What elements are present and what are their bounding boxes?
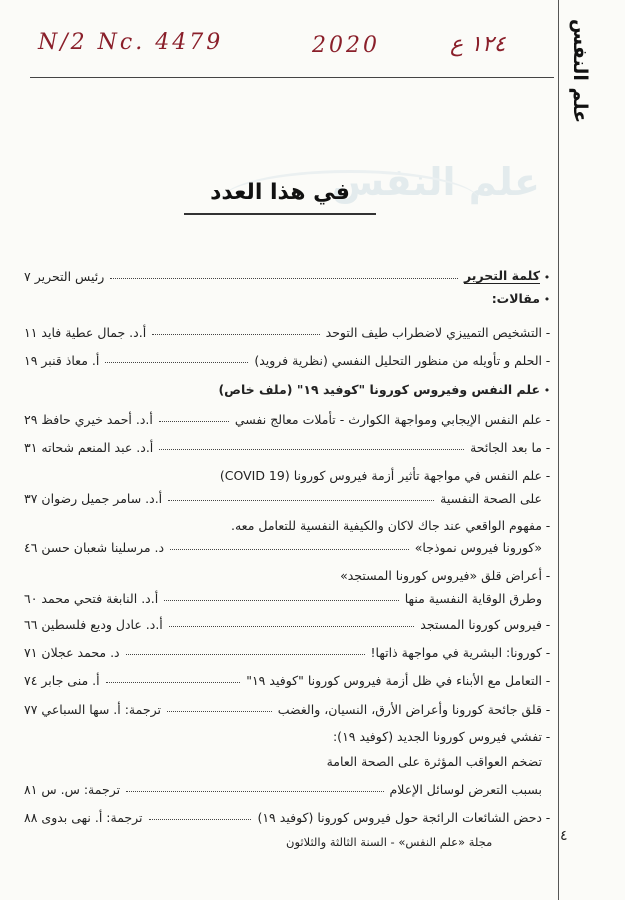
toc-entry (24, 610, 554, 632)
side-strip-title: علم النفس (569, 18, 591, 124)
toc-author-page: أ. منى جابر ٧٤ (24, 673, 100, 688)
toc-author-page: أ.د. عادل وديع فلسطين ٦٦ (24, 617, 163, 632)
toc-article-title: علم النفس في مواجهة تأثير أزمة فيروس كورونا (COVID 19) (219, 468, 542, 483)
toc-section-title: علم النفس وفيروس كورونا "كوفيد ١٩" (ملف خاص) (218, 382, 540, 397)
toc-entry (24, 638, 554, 660)
toc-article-title: مفهوم الواقعي عند جاك لاكان والكيفية النفسية للتعامل معه. (230, 518, 542, 533)
toc-entry (24, 461, 554, 483)
dash-marker: - (545, 353, 551, 368)
dot-leader (110, 278, 458, 279)
toc-article-title: قلق جائحة كورونا وأعراض الأرق، النسيان، والغضب (277, 702, 542, 717)
dash-marker: - (545, 412, 551, 427)
toc-article-title: «كورونا فيروس نموذجا» (414, 540, 542, 555)
side-strip-divider (558, 0, 559, 900)
page-number: ٤ (560, 828, 568, 844)
dot-leader (170, 549, 409, 550)
toc-entry (24, 318, 554, 340)
dash-marker: - (545, 645, 551, 660)
header-rule (30, 77, 554, 78)
dash-marker: - (545, 440, 551, 455)
toc-entry (24, 695, 554, 717)
toc-article-title: على الصحة النفسية (440, 491, 542, 506)
page-title: في هذا العدد (210, 180, 350, 205)
dot-leader (168, 500, 434, 501)
toc-author-page: د. محمد عجلان ٧١ (24, 645, 120, 660)
toc-article-title: دحض الشائعات الرائجة حول فيروس كورونا (كوفيد ١٩) (257, 810, 542, 825)
dash-marker: - (545, 729, 551, 744)
toc-entry (24, 262, 554, 284)
toc-article-title: التعامل مع الأبناء في ظل أزمة فيروس كورونا "كوفيد ١٩" (246, 673, 542, 688)
dash-marker: - (545, 468, 551, 483)
toc-author-page: أ.د. النابغة فتحي محمد ٦٠ (24, 591, 159, 606)
dash-marker: - (545, 568, 551, 583)
title-underline (184, 213, 376, 215)
toc-article-title: بسبب التعرض لوسائل الإعلام (389, 782, 542, 797)
toc-entry (24, 511, 554, 533)
toc-author-page: ترجمة: س. س ٨١ (24, 782, 121, 797)
toc-section-title: مقالات: (491, 291, 540, 306)
toc-author-page: أ.د. عبد المنعم شحاته ٣١ (24, 440, 154, 455)
handwritten-reference: N/2 Nc. 4479 (38, 30, 224, 55)
handwritten-year: 2020 (312, 33, 380, 58)
toc-entry (24, 346, 554, 368)
dot-leader (169, 626, 415, 627)
dash-marker: - (545, 702, 551, 717)
dot-leader (164, 600, 399, 601)
watermark-text: علم النفس (331, 160, 540, 204)
dash-marker: - (545, 325, 551, 340)
dot-leader (126, 791, 383, 792)
toc-author-page: رئيس التحرير ٧ (24, 269, 105, 284)
dot-leader (126, 654, 365, 655)
toc-article-title: فيروس كورونا المستجد (420, 617, 542, 632)
toc-author-page: ترجمة: أ. نهى بدوى ٨٨ (24, 810, 143, 825)
toc-author-page: أ.د. جمال عطية فايد ١١ (24, 325, 147, 340)
toc-entry (24, 284, 554, 306)
toc-entry (24, 722, 554, 744)
toc-author-page: أ. معاذ قنبر ١٩ (24, 353, 100, 368)
dash-marker: - (545, 617, 551, 632)
toc-entry (24, 666, 554, 688)
toc-entry (24, 803, 554, 825)
bullet-icon: • (543, 293, 551, 306)
toc-article-title: ما بعد الجائحة (470, 440, 542, 455)
dot-leader (159, 449, 464, 450)
toc-entry (24, 433, 554, 455)
dot-leader (106, 682, 241, 683)
toc-entry (24, 584, 554, 606)
toc-entry (24, 375, 554, 397)
handwritten-issue-number: ١٢٤ ع (450, 32, 506, 57)
dot-leader (149, 819, 252, 820)
toc-article-title: تفشي فيروس كورونا الجديد (كوفيد ١٩): (332, 729, 542, 744)
toc-article-title: كورونا: البشرية في مواجهة ذاتها! (370, 645, 542, 660)
toc-article-title: التشخيص التمييزي لاضطراب طيف التوحد (325, 325, 542, 340)
toc-entry (24, 775, 554, 797)
bullet-icon: • (543, 271, 551, 284)
dot-leader (105, 362, 248, 363)
toc-article-title: علم النفس الإيجابي ومواجهة الكوارث - تأملات معالج نفسي (234, 412, 542, 427)
toc-entry (24, 533, 554, 555)
side-strip (560, 16, 600, 126)
dash-marker: - (545, 673, 551, 688)
toc-author-page: د. مرسلينا شعبان حسن ٤٦ (24, 540, 165, 555)
toc-entry (24, 484, 554, 506)
toc-entry (24, 405, 554, 427)
dot-leader (167, 711, 272, 712)
dot-leader (159, 421, 229, 422)
toc-author-page: أ.د. سامر جميل رضوان ٣٧ (24, 491, 163, 506)
toc-article-title: وطرق الوقاية النفسية منها (404, 591, 542, 606)
toc-entry (24, 747, 554, 769)
journal-footer: مجلة «علم النفس» - السنة الثالثة والثلاثون (286, 835, 493, 849)
toc-author-page: ترجمة: أ. سها السباعي ٧٧ (24, 702, 161, 717)
toc-author-page: أ.د. أحمد خيري حافظ ٢٩ (24, 412, 153, 427)
bullet-icon: • (543, 384, 551, 397)
toc-article-title: أعراض قلق «فيروس كورونا المستجد» (340, 568, 542, 583)
dot-leader (152, 334, 319, 335)
toc-article-title: تضخم العواقب المؤثرة على الصحة العامة (326, 754, 542, 769)
toc-entry (24, 561, 554, 583)
dash-marker: - (545, 518, 551, 533)
dash-marker: - (545, 810, 551, 825)
toc-section-title: كلمة التحرير (463, 268, 540, 283)
toc-article-title: الحلم و تأويله من منظور التحليل النفسي (نظرية فرويد) (254, 353, 542, 368)
